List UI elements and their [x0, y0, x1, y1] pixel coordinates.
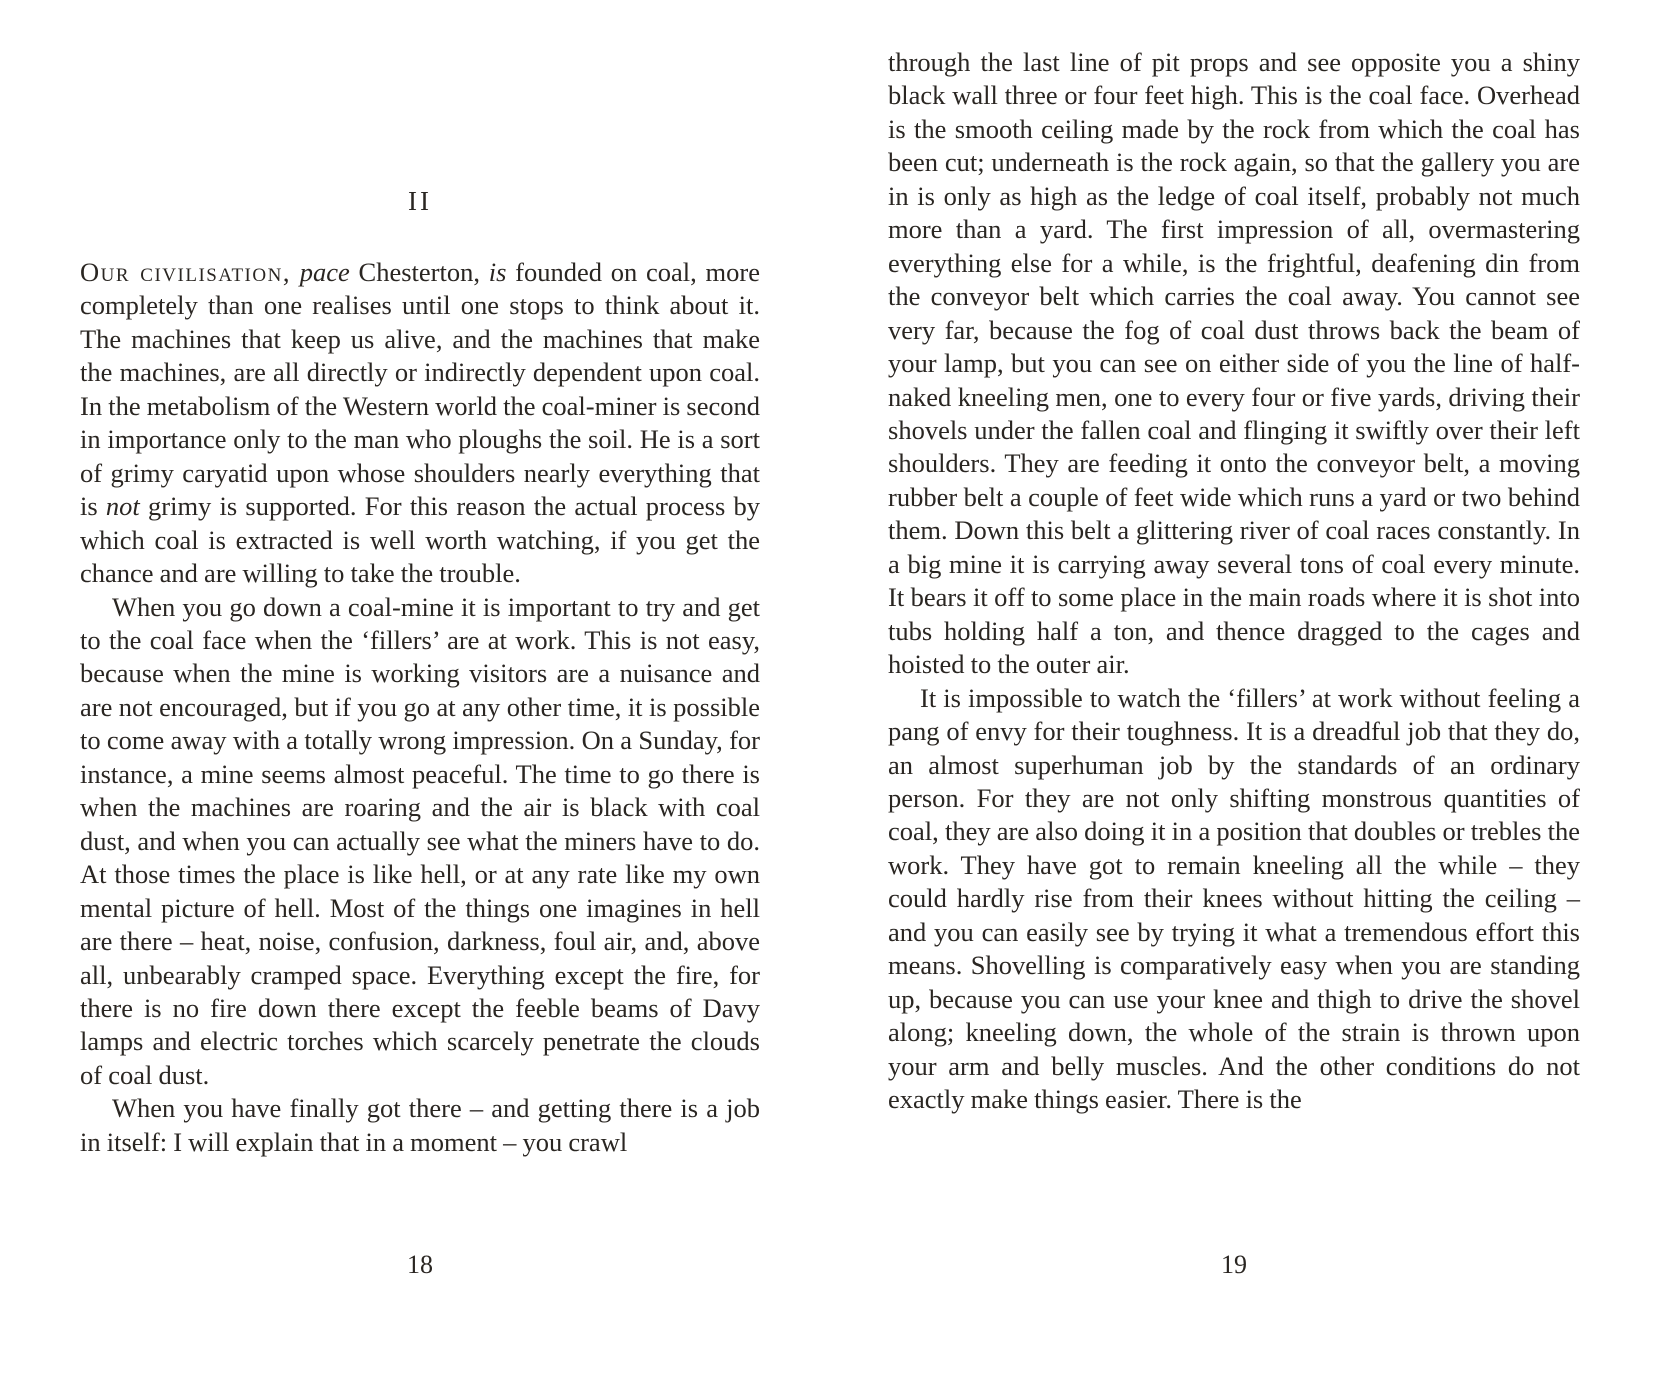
right-page-text — [888, 46, 1580, 1117]
left-page-text — [80, 256, 760, 1159]
right-paragraph-2: It is impossible to watch the ‘fillers’ at work without feeling a pang of envy for their toughness. It is a dreadful job that they do, an almost superhuman job by the standards of an ordinary person. For they are not only shifting monstrous quantities of coal, they are also doing it in a position that doubles or trebles the work. They have got to remain kneeling all the while – they could hardly rise from their knees without hitting the ceiling – and you can easily see by trying it what a tremendous effort this means. Shovelling is comparatively easy when you are standing up, because you can use your knee and thigh to drive the shovel along; kneeling down, the whole of the strain is thrown upon your arm and belly muscles. And the other conditions do not exactly make things easier. There is the — [888, 682, 1580, 1115]
left-paragraph-3: When you have finally got there – and getting there is a job in itself: I will explain that in a moment – you crawl — [80, 1093, 760, 1157]
paragraph-1-segment-b: founded on coal, more completely than one realises until one stops to think about it. The machines that keep us alive, and the machines that make the machines, are all directly or indirectly dependent upon coal. In the metabolism of the Western world the coal-miner is second in importance only to the man who ploughs the soil. He is a sort of grimy caryatid upon whose shoulders nearly everything that is — [80, 257, 761, 522]
paragraph-1-segment-c: grimy is supported. For this reason the actual process by which coal is extracted is well worth watching, if you get the chance and are willing to take the trouble. — [80, 491, 760, 589]
left-paragraph-1 — [80, 256, 760, 591]
right-page — [888, 0, 1580, 1378]
left-page — [80, 0, 760, 1378]
italic-is: is — [488, 257, 507, 287]
right-paragraph-continued: through the last line of pit props and see opposite you a shiny black wall three or four feet high. This is the coal face. Overhead is the smooth ceiling made by the rock from which the coal has been cut; underneath is the rock again, so that the gallery you are in is only as high as the ledge of coal itself, probably not much more than a yard. The first impression of all, overmastering everything else for a while, is the frightful, deafening din from the conveyor belt which carries the coal away. You cannot see very far, because the fog of coal dust throws back the beam of your lamp, but you can see on either side of you the line of half-naked kneeling men, one to every four or five yards, driving their shovels under the fallen coal and flinging it swiftly over their left shoulders. They are feeding it onto the conveyor belt, a moving rubber belt a couple of feet wide which runs a yard or two behind them. Down this belt a glittering river of coal races constantly. In a big mine it is carrying away several tons of coal every minute. It bears it off to some place in the main roads where it is shot into tubs holding half a ton, and thence dragged to the cages and hoisted to the outer air. — [888, 47, 1580, 680]
page-number-left: 18 — [407, 1250, 433, 1279]
italic-pace: pace — [299, 257, 350, 287]
opening-smallcaps: Our civilisation, — [80, 257, 291, 287]
italic-not: not — [105, 491, 140, 522]
chapter-number: II — [408, 186, 432, 216]
left-paragraph-2: When you go down a coal-mine it is important to try and get to the coal face when the ‘fillers’ are at work. This is not easy, because when the mine is working visitors are a nuisance and are not encouraged, but if you go at any other time, it is possible to come away with a totally wrong impression. On a Sunday, for instance, a mine seems almost peaceful. The time to go there is when the machines are roaring and the air is black with coal dust, and when you can actually see what the miners have to do. At those times the place is like hell, or at any rate like my own mental picture of hell. Most of the things one imagines in hell are there – heat, noise, confusion, darkness, foul air, and, above all, unbearably cramped space. Everything except the fire, for there is no fire down there except the feeble beams of Davy lamps and electric torches which scarcely penetrate the clouds of coal dust. — [80, 591, 760, 1090]
paragraph-1-segment-a: Chesterton, — [349, 257, 489, 287]
page-number-right: 19 — [1221, 1250, 1247, 1279]
